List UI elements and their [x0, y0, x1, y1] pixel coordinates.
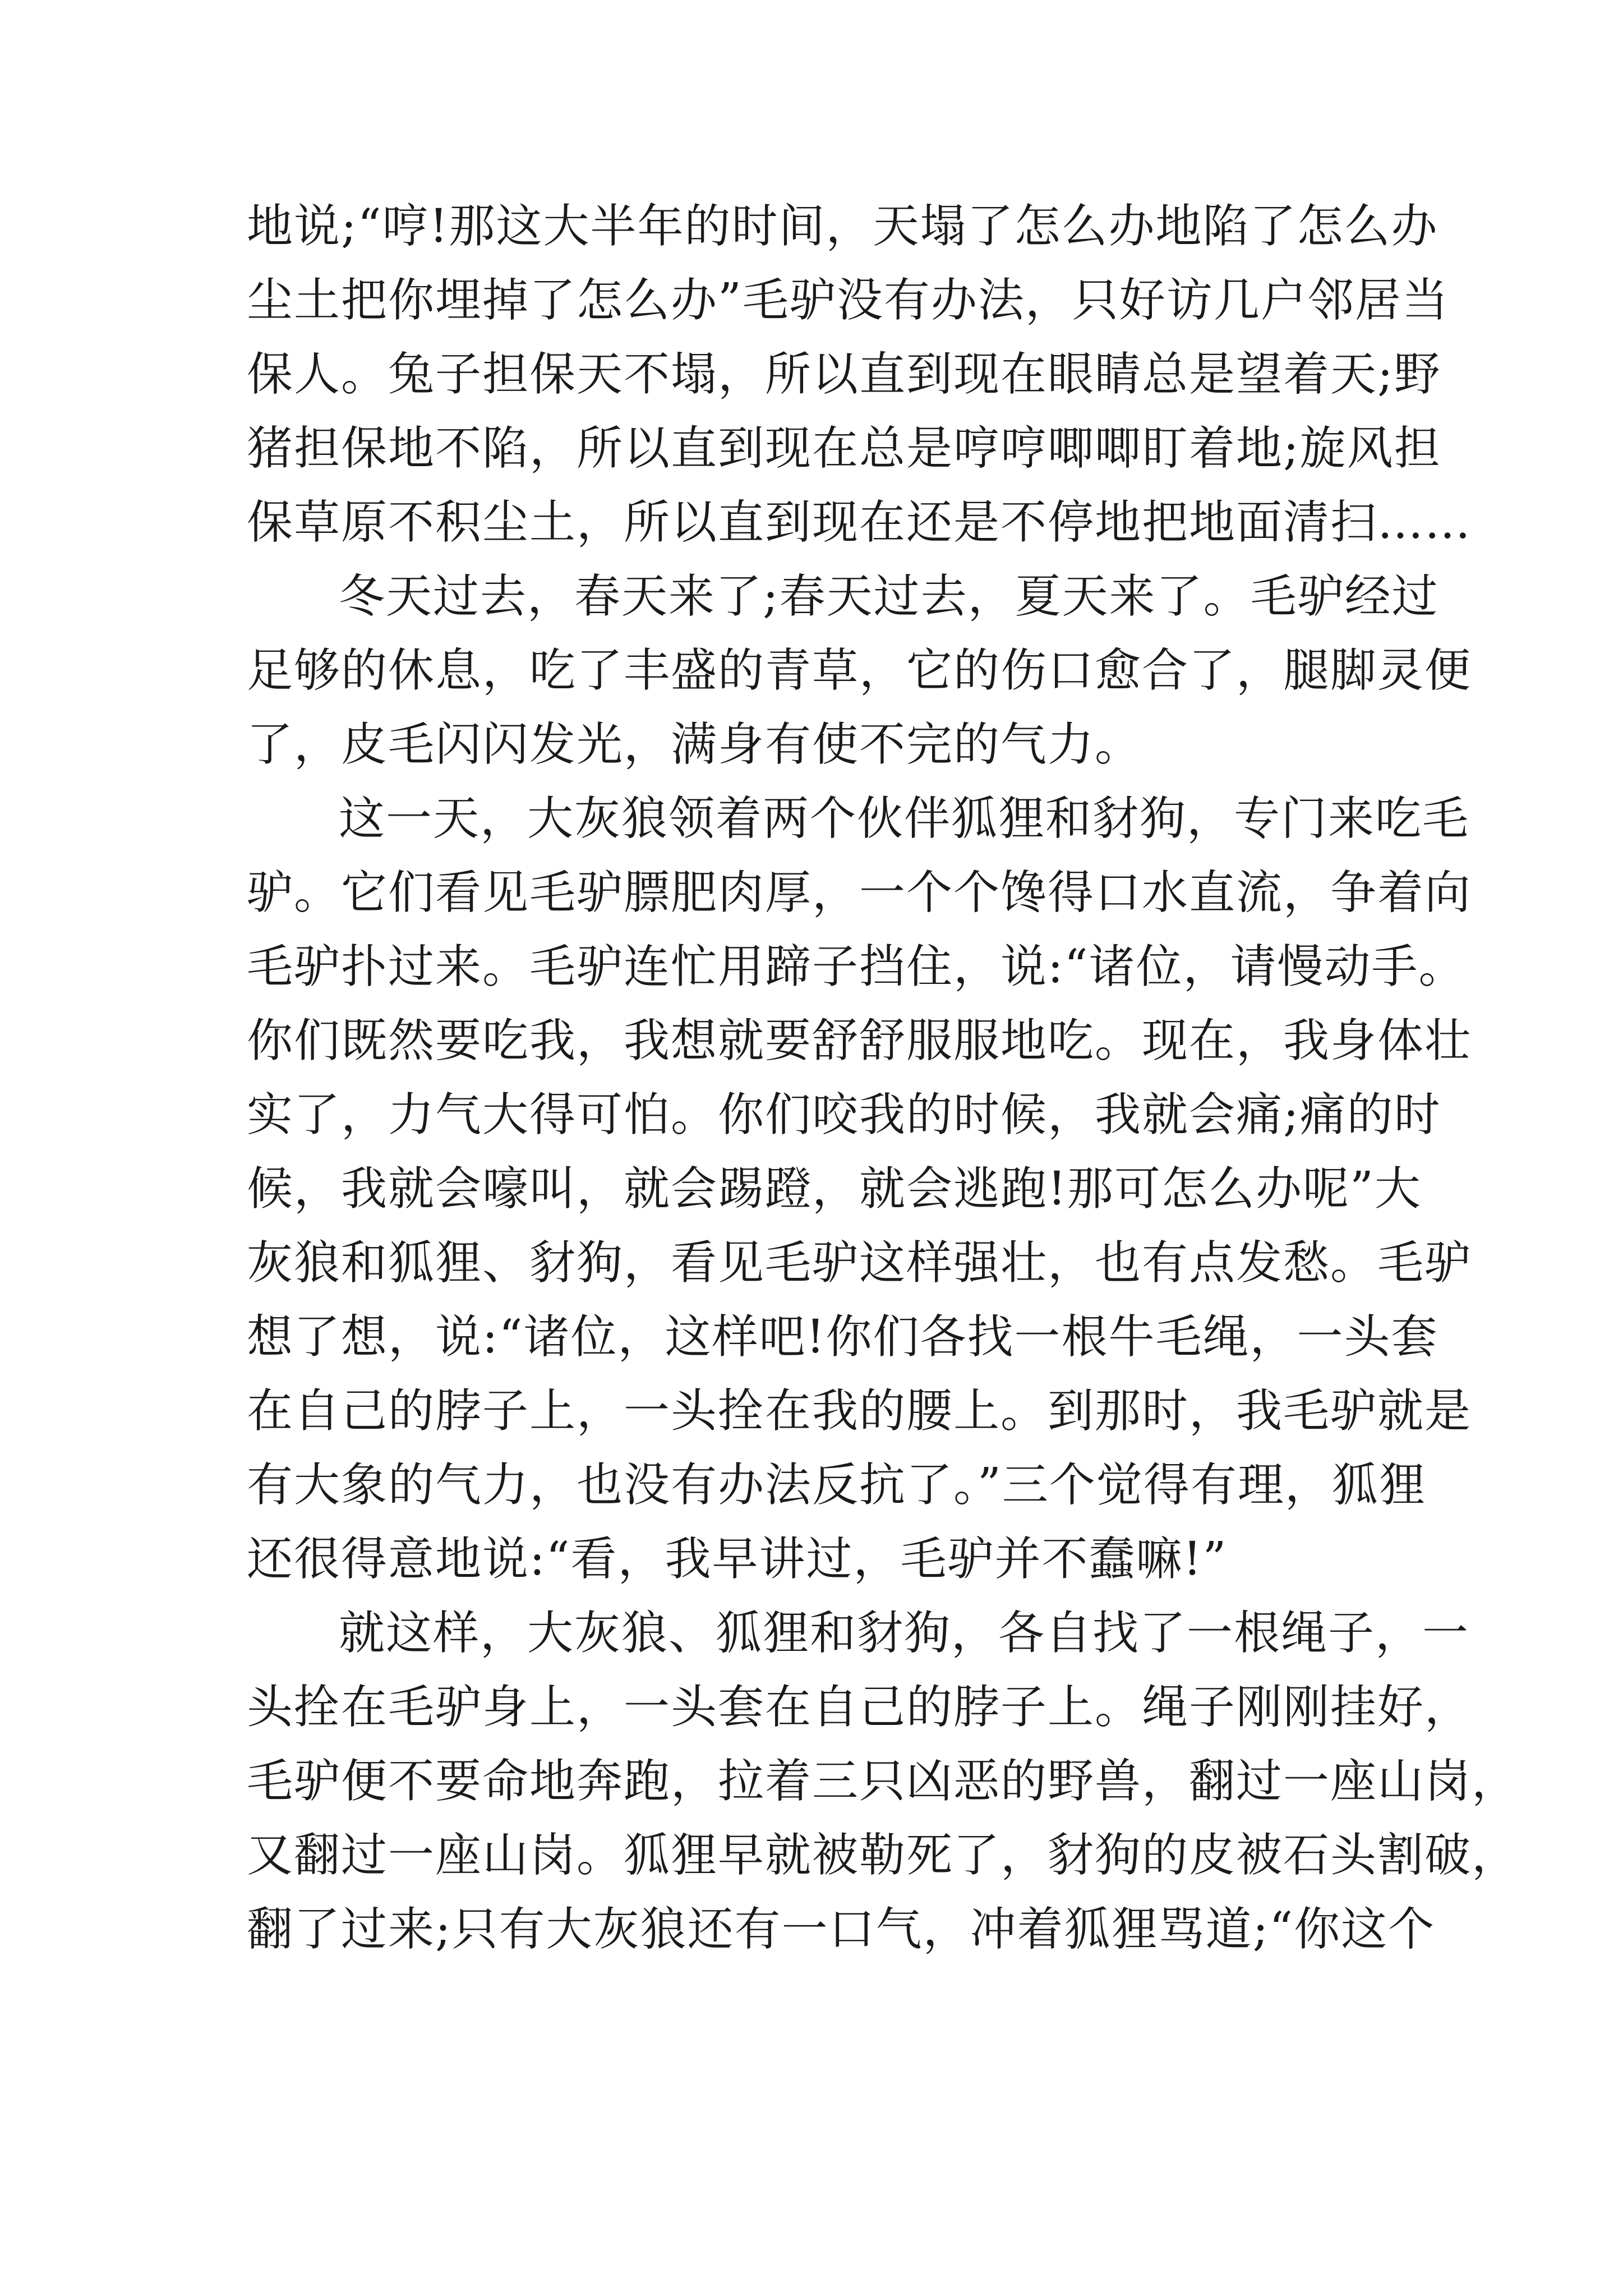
text-line: 在自己的脖子上，一头拴在我的腰上。到那时，我毛驴就是 — [247, 1384, 1472, 1438]
text-line: 毛驴便不要命地奔跑，拉着三只凶恶的野兽，翻过一座山岗， — [247, 1755, 1519, 1808]
document-body — [247, 190, 1519, 1967]
text-line: 翻了过来;只有大灰狼还有一口气，冲着狐狸骂道;“你这个 — [247, 1903, 1436, 1956]
text-line: 猪担保地不陷，所以直到现在总是哼哼唧唧盯着地;旋风担 — [247, 422, 1441, 475]
text-line: 了，皮毛闪闪发光，满身有使不完的气力。 — [247, 718, 1142, 771]
paragraph-4 — [247, 1596, 1519, 1967]
text-line: 冬天过去，春天来了;春天过去，夏天来了。毛驴经过 — [339, 570, 1439, 623]
text-line: 地说;“哼!那这大半年的时间，天塌了怎么办地陷了怎么办 — [247, 200, 1438, 253]
text-line: 驴。它们看见毛驴膘肥肉厚，一个个馋得口水直流，争着向 — [247, 866, 1472, 919]
text-line: 保人。兔子担保天不塌，所以直到现在眼睛总是望着天;野 — [247, 348, 1441, 401]
paragraph-3 — [247, 782, 1472, 1596]
paragraph-1 — [247, 190, 1472, 560]
text-line: 候，我就会嚎叫，就会踢蹬，就会逃跑!那可怎么办呢”大 — [247, 1162, 1422, 1216]
paragraph-2 — [247, 560, 1472, 782]
text-line: 头拴在毛驴身上，一头套在自己的脖子上。绳子刚刚挂好， — [247, 1681, 1472, 1734]
text-line: 灰狼和狐狸、豺狗，看见毛驴这样强壮，也有点发愁。毛驴 — [247, 1236, 1472, 1290]
text-line: 又翻过一座山岗。狐狸早就被勒死了，豺狗的皮被石头割破， — [247, 1829, 1519, 1882]
text-line: 你们既然要吃我，我想就要舒舒服服地吃。现在，我身体壮 — [247, 1014, 1472, 1068]
text-line: 足够的休息，吃了丰盛的青草，它的伤口愈合了，腿脚灵便 — [247, 644, 1472, 697]
text-line: 尘土把你埋掉了怎么办”毛驴没有办法，只好访几户邻居当 — [247, 274, 1449, 327]
text-line: 还很得意地说:“看，我早讲过，毛驴并不蠢嘛!” — [247, 1533, 1228, 1586]
text-line: 实了，力气大得可怕。你们咬我的时候，我就会痛;痛的时 — [247, 1088, 1441, 1142]
text-line: 毛驴扑过来。毛驴连忙用蹄子挡住，说:“诸位，请慢动手。 — [247, 940, 1466, 993]
text-line: 这一天，大灰狼领着两个伙伴狐狸和豺狗，专门来吃毛 — [339, 792, 1470, 845]
text-line: 有大象的气力，也没有办法反抗了。”三个觉得有理，狐狸 — [247, 1458, 1426, 1512]
text-line: 想了想，说:“诸位，这样吧!你们各找一根牛毛绳，一头套 — [247, 1310, 1438, 1364]
text-line: 就这样，大灰狼、狐狸和豺狗，各自找了一根绳子，一 — [339, 1607, 1470, 1660]
text-line: 保草原不积尘土，所以直到现在还是不停地把地面清扫…… — [247, 496, 1472, 549]
